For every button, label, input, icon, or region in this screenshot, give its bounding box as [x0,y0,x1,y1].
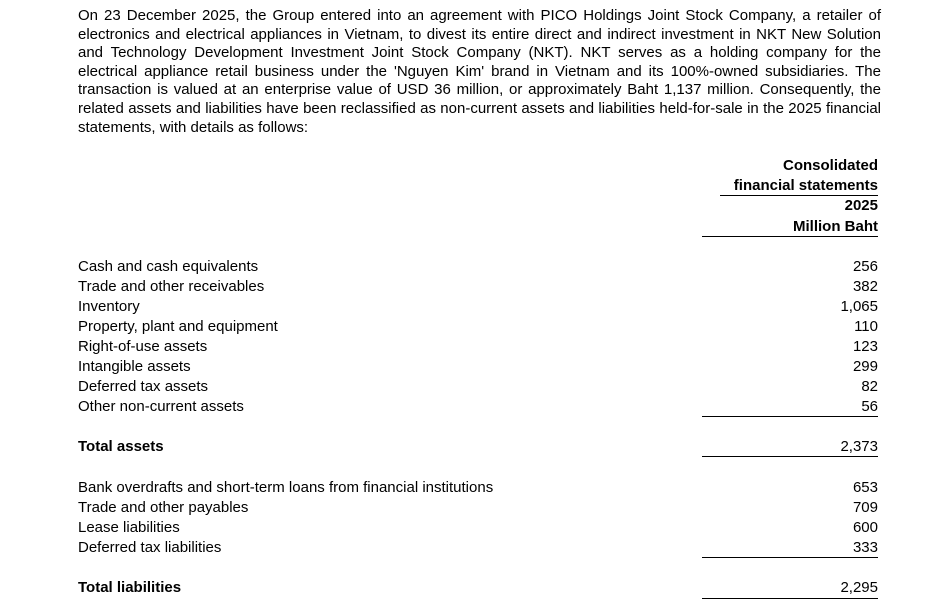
asset-label: Trade and other receivables [78,278,265,295]
asset-value: 123 [852,338,878,355]
asset-value: 299 [852,358,878,375]
asset-value: 110 [854,318,878,335]
asset-label: Deferred tax assets [78,378,209,395]
asset-value: 82 [861,378,878,395]
header-underline-bottom [702,236,878,237]
asset-label: Other non-current assets [78,398,244,415]
asset-value: 1,065 [840,298,878,315]
asset-value: 256 [852,258,878,275]
asset-value: 56 [861,398,878,415]
total-liabilities-rule [702,598,878,599]
header-year: 2025 [844,197,878,214]
liability-label: Trade and other payables [78,499,249,516]
total-liabilities-value: 2,295 [840,579,878,596]
total-assets-label: Total assets [78,438,164,455]
asset-label: Cash and cash equivalents [78,258,259,275]
header-consolidated: Consolidated [782,157,878,174]
asset-label: Property, plant and equipment [78,318,278,335]
intro-paragraph: On 23 December 2025, the Group entered into an agreement with PICO Holdings Joint Stock Company, a retailer of electronics and electrical appliances in Vietnam, to divest its entire direct and indirect investment in NKT New Solution and Technology Development Investment Joint Stock Company (NKT). NKT serves as a holding company for the electrical appliance retail business under the 'Nguyen Kim' brand in Vietnam and its 100%-owned subsidiaries. The transaction is valued at an enterprise value of USD 36 million, or approximately Baht 1,137 million. Consequently, the related assets and liabilities have been reclassified as non-current assets and liabilities held-for-sale in the 2025 financial statements, with details as follows: [78,7,881,136]
header-underline-top [720,195,878,196]
total-assets-value: 2,373 [840,438,878,455]
liabilities-subtotal-rule [702,557,878,558]
liability-value: 600 [852,519,878,536]
header-unit: Million Baht [793,218,878,235]
liability-value: 709 [852,499,878,516]
liability-label: Bank overdrafts and short-term loans from financial institutions [78,479,494,496]
liability-value: 333 [852,539,878,556]
asset-label: Intangible assets [78,358,191,375]
asset-label: Right-of-use assets [78,338,208,355]
liability-label: Lease liabilities [78,519,180,536]
assets-subtotal-rule [702,416,878,417]
asset-label: Inventory [78,298,140,315]
liability-value: 653 [852,479,878,496]
total-liabilities-label: Total liabilities [78,579,182,596]
asset-value: 382 [852,278,878,295]
liability-label: Deferred tax liabilities [78,539,222,556]
total-assets-rule [702,456,878,457]
header-financial-statements: financial statements [733,177,878,194]
